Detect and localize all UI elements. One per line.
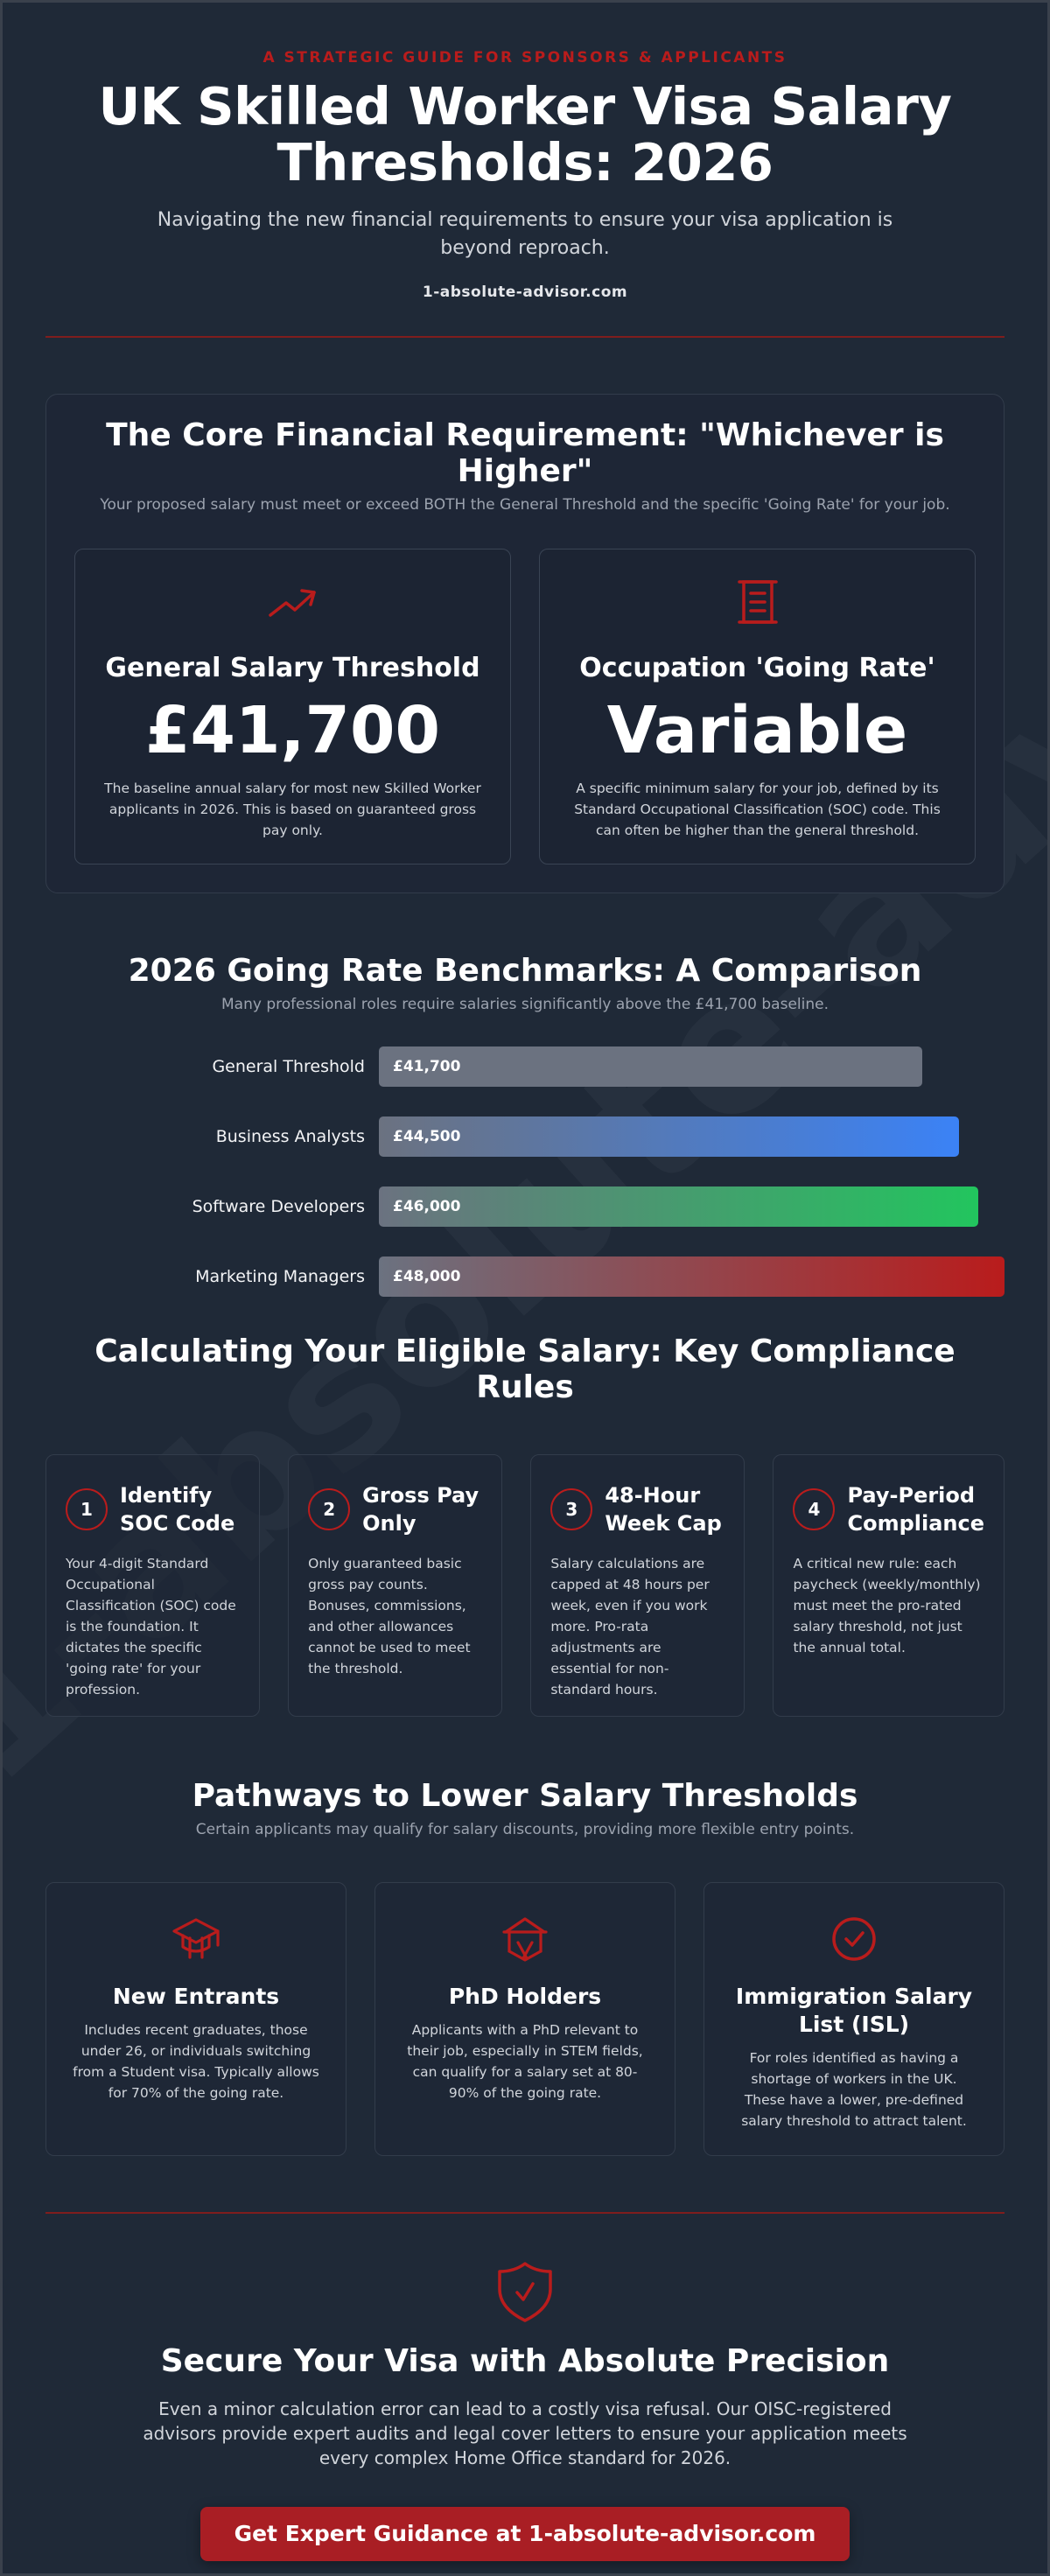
- benchmarks-section: [46, 953, 1004, 1297]
- expert-guidance-button[interactable]: Get Expert Guidance at 1-absolute-advisor.com: [200, 2507, 850, 2561]
- pathways-title: Pathways to Lower Salary Thresholds: [192, 1778, 858, 1814]
- rule-number-badge: 2: [308, 1488, 350, 1530]
- pathways-section: [46, 1778, 1004, 2156]
- core-subtitle: Your proposed salary must meet or exceed BOTH the General Threshold and the specific 'Going Rate' for your job.: [100, 496, 950, 514]
- rule-description: A critical new rule: each paycheck (weekly/monthly) must meet the pro-rated salary threshold, not just the annual total.: [793, 1556, 981, 1656]
- cta-section: [46, 2261, 1004, 2561]
- going-rate-value: Variable: [606, 693, 908, 768]
- compliance-title: Calculating Your Eligible Salary: Key Compliance Rules: [94, 1334, 956, 1405]
- going-rate-title: Occupation 'Going Rate': [579, 653, 935, 683]
- core-requirement-card: [46, 394, 1004, 893]
- pathway-title: New Entrants: [112, 1984, 280, 2009]
- pathway-description: Applicants with a PhD relevant to their job, especially in STEM fields, can qualify for a salary set at 80-90% of the going rate.: [407, 2022, 643, 2101]
- pathway-title: PhD Holders: [448, 1984, 602, 2009]
- bar-label: Business Analysts: [215, 1127, 365, 1146]
- general-threshold-description: The baseline annual salary for most new Skilled Worker applicants in 2026. This is based on guaranteed gross pay only.: [104, 780, 481, 838]
- page-subtitle: Navigating the new financial requirements to ensure your visa application is beyond reproach.: [157, 209, 893, 259]
- rule-description: Salary calculations are capped at 48 hours per week, even if you work more. Pro-rata adjustments are essential for non-standard hours.: [550, 1556, 710, 1698]
- rule-card: [288, 1454, 502, 1717]
- bar-label: General Threshold: [212, 1057, 365, 1076]
- rule-description: Only guaranteed basic gross pay counts. Bonuses, commissions, and other allowances cannot be used to meet the threshold.: [308, 1556, 471, 1676]
- going-rate-description: A specific minimum salary for your job, defined by its Standard Occupational Classification (SOC) code. This can often be higher than the general threshold.: [574, 780, 941, 838]
- rule-title: Pay-Period Compliance: [847, 1483, 984, 1536]
- core-title: The Core Financial Requirement: "Whichever is Higher": [106, 417, 944, 489]
- general-threshold-title: General Salary Threshold: [105, 653, 480, 683]
- bar-business-analysts: £44,500: [379, 1116, 959, 1157]
- pathway-description: Includes recent graduates, those under 26, or individuals switching from a Student visa. Typically allows for 70% of the going rate.: [73, 2022, 319, 2101]
- pathway-card-phd-holders: [374, 1882, 676, 2156]
- site-domain[interactable]: 1-absolute-advisor.com: [422, 284, 628, 301]
- bar-general-threshold: £41,700: [379, 1046, 922, 1087]
- page-header: [46, 49, 1004, 301]
- general-threshold-card: [74, 549, 511, 864]
- bar-row-general-threshold: [46, 1046, 1004, 1087]
- going-rate-card: [539, 549, 976, 864]
- rule-title: Identify SOC Code: [120, 1483, 235, 1536]
- bar-marketing-managers: £48,000: [379, 1256, 1004, 1297]
- benchmarks-title: 2026 Going Rate Benchmarks: A Comparison: [128, 953, 922, 989]
- pathway-description: For roles identified as having a shortage of workers in the UK. These have a lower, pre-defined salary threshold to attract talent.: [741, 2050, 967, 2129]
- bar-row-marketing-managers: [46, 1256, 1004, 1297]
- rule-number-badge: 1: [66, 1488, 108, 1530]
- general-threshold-value: £41,700: [144, 693, 441, 768]
- bar-label: Software Developers: [192, 1197, 365, 1216]
- trending-up-icon: [96, 579, 489, 626]
- benchmarks-subtitle: Many professional roles require salaries significantly above the £41,700 baseline.: [221, 996, 829, 1013]
- benchmark-chart: [46, 1046, 1004, 1297]
- bar-label: Marketing Managers: [195, 1267, 365, 1286]
- bar-software-developers: £46,000: [379, 1186, 978, 1227]
- rule-card: [46, 1454, 260, 1717]
- rule-number-badge: 3: [550, 1488, 592, 1530]
- pathways-subtitle: Certain applicants may qualify for salary discounts, providing more flexible entry points.: [195, 1821, 855, 1838]
- bar-row-software-developers: [46, 1186, 1004, 1227]
- rule-title: 48-Hour Week Cap: [605, 1483, 722, 1536]
- rule-card: [530, 1454, 745, 1717]
- rule-description: Your 4-digit Standard Occupational Classification (SOC) code is the foundation. It dictates the specific 'going rate' for your profession.: [66, 1556, 236, 1698]
- graduation-cap-icon: [73, 1914, 319, 1964]
- compliance-section: [46, 1334, 1004, 1717]
- tagline: A STRATEGIC GUIDE FOR SPONSORS & APPLICANTS: [262, 49, 788, 66]
- cta-body: Even a minor calculation error can lead to a costly visa refusal. Our OISC-registered advisors provide expert audits and legal cover letters to ensure your application meets every complex Home Office standard for 2026.: [143, 2398, 907, 2468]
- rule-card: [773, 1454, 1004, 1717]
- header-divider: [46, 336, 1004, 338]
- rule-title: Gross Pay Only: [362, 1483, 480, 1536]
- page-title: UK Skilled Worker Visa Salary Thresholds: 2026: [98, 76, 952, 192]
- pathway-card-isl: [704, 1882, 1004, 2156]
- academic-building-icon: [402, 1914, 648, 1964]
- check-circle-icon: [731, 1914, 977, 1964]
- cta-title: Secure Your Visa with Absolute Precision: [160, 2343, 890, 2379]
- pathway-title: Immigration Salary List (ISL): [735, 1984, 973, 2037]
- shield-check-icon: [46, 2261, 1004, 2324]
- rule-number-badge: 4: [793, 1488, 835, 1530]
- footer-divider: [46, 2212, 1004, 2214]
- bar-row-business-analysts: [46, 1116, 1004, 1157]
- document-list-icon: [561, 579, 954, 626]
- pathway-card-new-entrants: [46, 1882, 346, 2156]
